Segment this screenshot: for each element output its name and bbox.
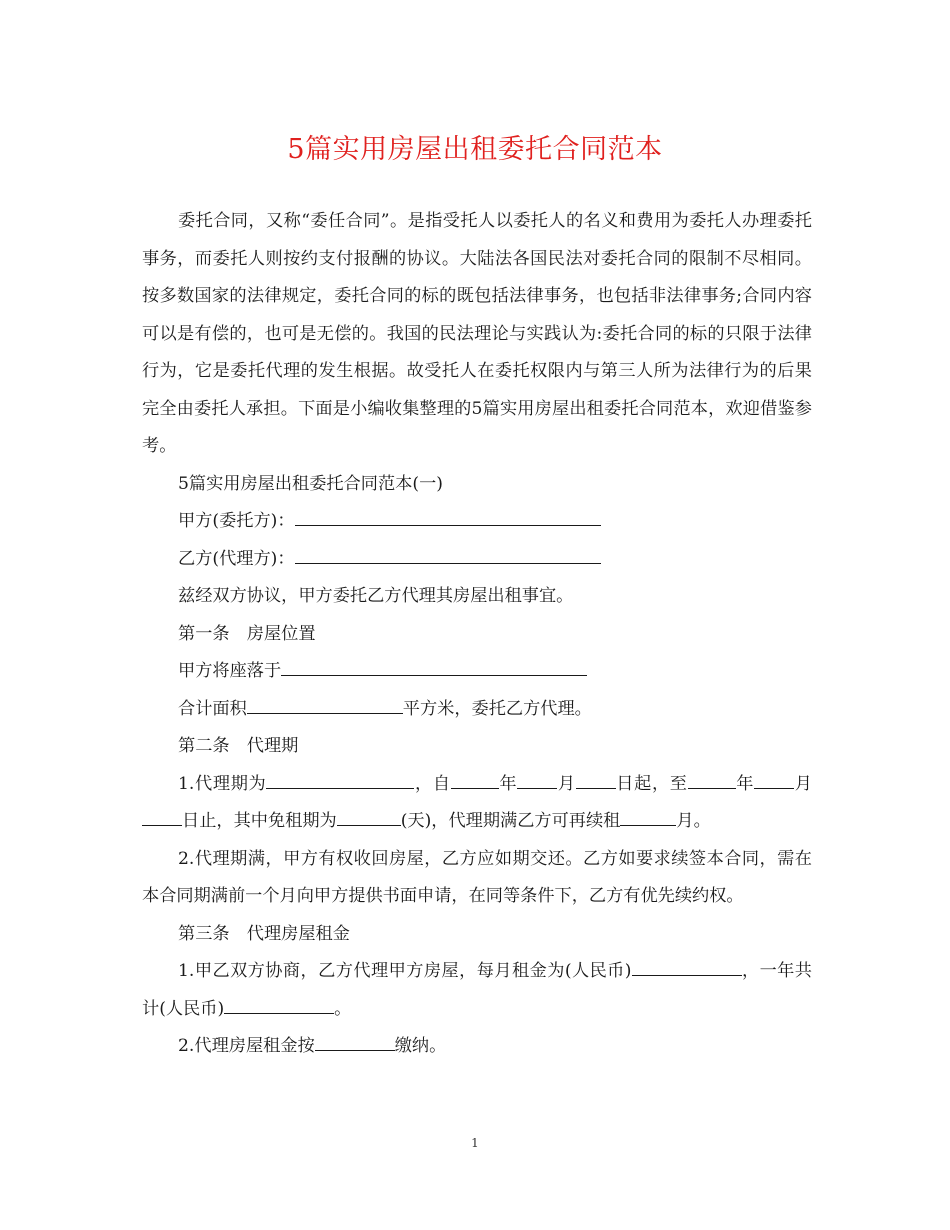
- renew-blank: [620, 807, 676, 826]
- end-year-blank: [688, 770, 736, 789]
- payment-blank: [315, 1032, 395, 1051]
- start-year-label: 年: [498, 773, 518, 794]
- document-title: 5篇实用房屋出租委托合同范本: [287, 134, 663, 165]
- party-a-line: [142, 503, 812, 541]
- article-1-area-line: [142, 691, 812, 729]
- payment-suffix: 缴纳。: [394, 1036, 447, 1056]
- period-mark: 。: [334, 998, 352, 1019]
- section-heading: 5篇实用房屋出租委托合同范本(一): [178, 473, 443, 494]
- article-1-title: 第一条 房屋位置: [178, 623, 316, 644]
- annual-rent-blank: [224, 995, 334, 1014]
- party-b-line: [142, 541, 812, 579]
- agreement-line: 兹经双方协议，甲方委托乙方代理其房屋出租事宜。: [178, 586, 574, 606]
- end-year-label: 年: [735, 773, 755, 794]
- to-label: 日起，至: [615, 773, 688, 794]
- renew-label: (天)，代理期满乙方可再续租: [400, 811, 621, 831]
- annual-rent-label: ，一年共计(人民币): [142, 961, 812, 1019]
- article-2-item-1: [142, 766, 812, 841]
- location-label: 甲方将座落于: [178, 661, 282, 681]
- start-year-blank: [451, 770, 499, 789]
- article-2-item-2: 2.代理期满，甲方有权收回房屋，乙方应如期交还。乙方如要求续签本合同，需在本合同期满前一个月向甲方提供书面申请，在同等条件下，乙方有优先续约权。: [142, 848, 812, 906]
- term-blank: [266, 770, 414, 789]
- term-label: 1.代理期为: [178, 773, 267, 794]
- article-2-title: 第二条 代理期: [178, 736, 299, 756]
- party-b-blank: [295, 545, 601, 564]
- start-day-blank: [576, 770, 616, 789]
- party-a-blank: [295, 507, 601, 526]
- payment-label: 2.代理房屋租金按: [178, 1036, 315, 1056]
- area-blank: [247, 695, 403, 714]
- page-number: 1: [471, 1136, 479, 1150]
- monthly-rent-label: 1.甲乙双方协商，乙方代理甲方房屋，每月租金为(人民币): [178, 961, 632, 981]
- area-label: 合计面积: [178, 698, 247, 719]
- end-month-blank: [754, 770, 794, 789]
- start-month-label: 月: [557, 773, 576, 794]
- end-day-blank: [142, 807, 182, 826]
- location-blank: [281, 657, 587, 676]
- article-3-title: 第三条 代理房屋租金: [178, 923, 350, 944]
- monthly-rent-blank: [632, 957, 742, 976]
- article-3-item-1: [142, 953, 812, 1028]
- party-b-label: 乙方(代理方)：: [178, 548, 295, 569]
- from-label: ，自: [414, 773, 451, 794]
- end-month-label: 月: [794, 773, 812, 794]
- start-month-blank: [517, 770, 557, 789]
- article-3-item-2: [142, 1028, 812, 1066]
- party-a-label: 甲方(委托方)：: [178, 511, 295, 531]
- rent-free-label: 日止，其中免租期为: [182, 811, 337, 831]
- rent-free-blank: [337, 807, 401, 826]
- months-label: 月。: [676, 811, 711, 831]
- article-1-location-line: [142, 653, 812, 691]
- intro-paragraph: 委托合同，又称“委任合同”。是指受托人以委托人的名义和费用为委托人办理委托事务，而委托人则按约支付报酬的协议。大陆法各国民法对委托合同的限制不尽相同。按多数国家的法律规定，委托合同的标的既包括法律事务，也包括非法律事务;合同内容可以是有偿的，也可是无偿的。我国的民法理论与实践认为:委托合同的标的只限于法律行为，它是委托代理的发生根据。故受托人在委托权限内与第三人所为法律行为的后果完全由委托人承担。下面是小编收集整理的5篇实用房屋出租委托合同范本，欢迎借鉴参考。: [142, 211, 812, 456]
- area-suffix: 平方米，委托乙方代理。: [402, 698, 592, 719]
- document-body: [142, 203, 812, 1066]
